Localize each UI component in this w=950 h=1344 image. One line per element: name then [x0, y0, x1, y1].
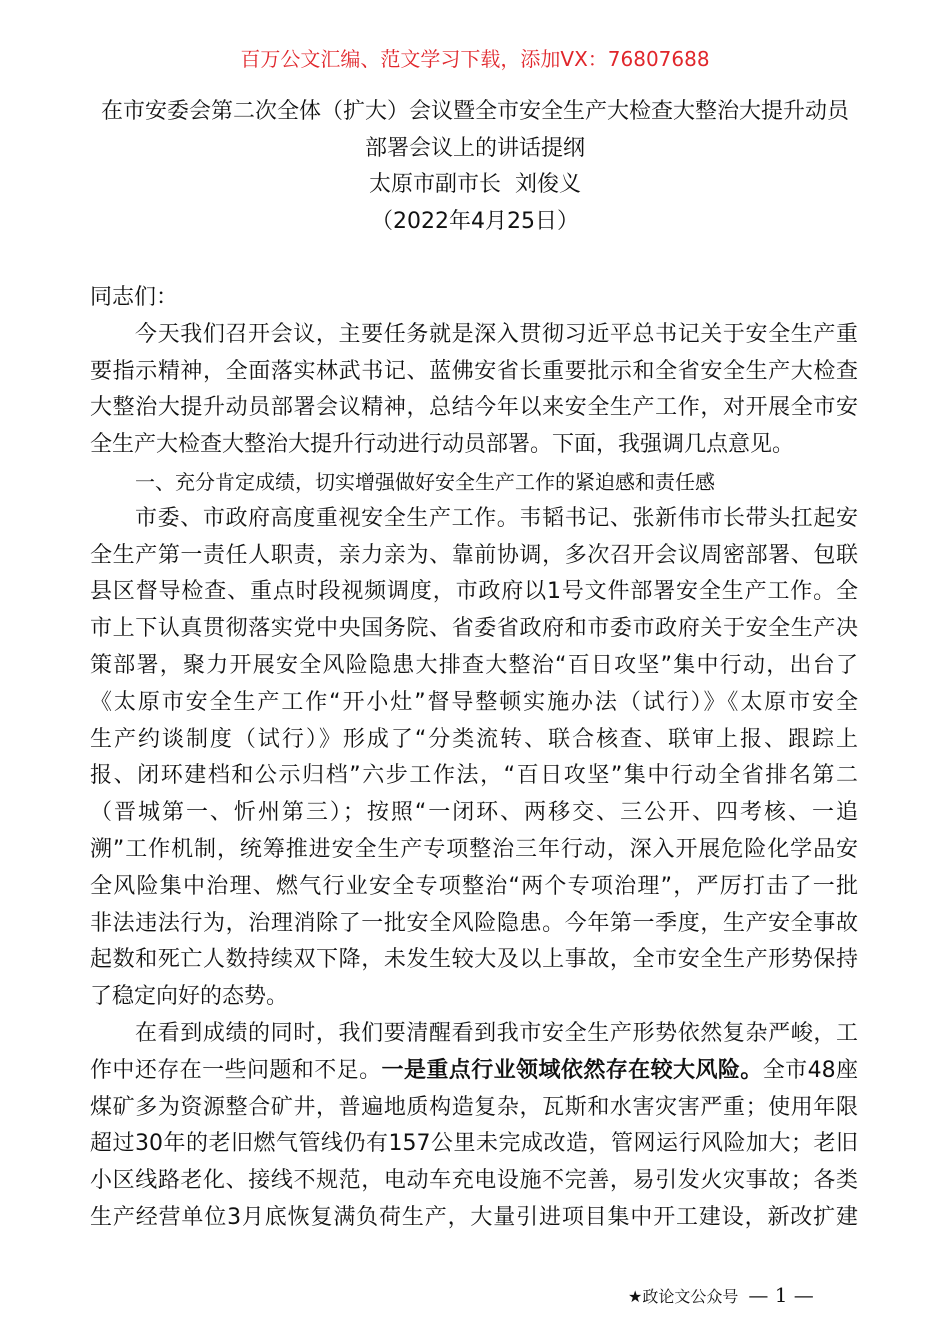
speaker: 太原市副市长 刘俊义: [369, 172, 581, 197]
paragraph-line: 了稳定向好的态势。: [90, 984, 289, 1010]
paragraph-line: 生产约谈制度（试行）》形成了“分类流转、联合核查、联审上报、跟踪上: [90, 726, 858, 752]
document-body: [90, 280, 858, 1237]
page-footer: [628, 1283, 814, 1309]
paragraph-line: 煤矿多为资源整合矿井，普遍地质构造复杂，瓦斯和水害灾害严重；使用年限: [90, 1094, 858, 1120]
paragraph-line: 全风险集中治理、燃气行业安全专项整治“两个专项治理”，严厉打击了一批: [90, 873, 858, 899]
paragraph-line: 全生产大检查大整治大提升行动进行动员部署。下面，我强调几点意见。: [90, 432, 795, 458]
page-number: — 1 —: [748, 1283, 814, 1307]
bold-point: 一是重点行业领域依然存在较大风险。: [381, 1057, 763, 1083]
paragraph-line: 《太原市安全生产工作“开小灶”督导整顿实施办法（试行）》《太原市安全: [90, 689, 858, 715]
section-heading: 一、充分肯定成绩，切实增强做好安全生产工作的紧迫感和责任感: [135, 469, 715, 494]
paragraph-line: （晋城第一、忻州第三）；按照“一闭环、两移交、三公开、四考核、一追: [90, 800, 858, 826]
paragraph-line: 市上下认真贯彻落实党中央国务院、省委省政府和市委市政府关于安全生产决: [90, 616, 858, 642]
paragraph-line: 县区督导检查、重点时段视频调度，市政府以1号文件部署安全生产工作。全: [90, 579, 858, 605]
salutation: 同志们：: [90, 285, 179, 310]
document-title-line1: 在市安委会第二次全体（扩大）会议暨全市安全生产大检查大整治大提升动员: [100, 99, 849, 124]
paragraph-line: 在看到成绩的同时，我们要清醒看到我市安全生产形势依然复杂严峻，工: [135, 1020, 858, 1046]
paragraph-line: 溯”工作机制，统筹推进安全生产专项整治三年行动，深入开展危险化学品安: [90, 836, 858, 862]
paragraph-line: 小区线路老化、接线不规范，电动车充电设施不完善，易引发火灾事故；各类: [90, 1168, 858, 1194]
paragraph-line: 非法违法行为，治理消除了一批安全风险隐患。今年第一季度，生产安全事故: [90, 910, 858, 936]
paragraph-line: [90, 1053, 858, 1090]
document-title-line2: 部署会议上的讲话提纲: [364, 136, 585, 161]
paragraph-line: 大整治大提升动员部署会议精神，总结今年以来安全生产工作，对开展全市安: [90, 395, 858, 421]
paragraph-line: 全生产第一责任人职责，亲力亲为、靠前协调，多次召开会议周密部署、包联: [90, 542, 858, 568]
paragraph-line: 策部署，聚力开展安全风险隐患大排查大整治“百日攻坚”集中行动，出台了: [90, 652, 858, 678]
paragraph-line: 今天我们召开会议，主要任务就是深入贯彻习近平总书记关于安全生产重: [135, 321, 858, 347]
text-segment: 作中还存在一些问题和不足。: [90, 1057, 382, 1083]
paragraph-line: 超过30年的老旧燃气管线仍有157公里未完成改造，管网运行风险加大；老旧: [90, 1131, 858, 1157]
date: （2022年4月25日）: [371, 209, 579, 234]
footer-source: ★政论文公众号: [628, 1287, 739, 1306]
paragraph-line: 报、闭环建档和公示归档”六步工作法，“百日攻坚”集中行动全省排名第二: [90, 763, 858, 789]
paragraph-line: 要指示精神，全面落实林武书记、蓝佛安省长重要批示和全省安全生产大检查: [90, 358, 858, 384]
paragraph-line: 市委、市政府高度重视安全生产工作。韦韬书记、张新伟市长带头扛起安: [135, 505, 858, 531]
paragraph-achievements: [90, 501, 858, 1016]
text-segment: 全市48座: [762, 1057, 858, 1083]
paragraph-line: 起数和死亡人数持续双下降，未发生较大及以上事故，全市安全生产形势保持: [90, 947, 858, 973]
paragraph-problems: [90, 1016, 858, 1237]
paragraph-line: 生产经营单位3月底恢复满负荷生产，大量引进项目集中开工建设，新改扩建: [90, 1204, 858, 1230]
watermark-banner: 百万公文汇编、范文学习下载，添加VX：76807688: [240, 47, 710, 71]
paragraph-intro: [90, 317, 858, 464]
